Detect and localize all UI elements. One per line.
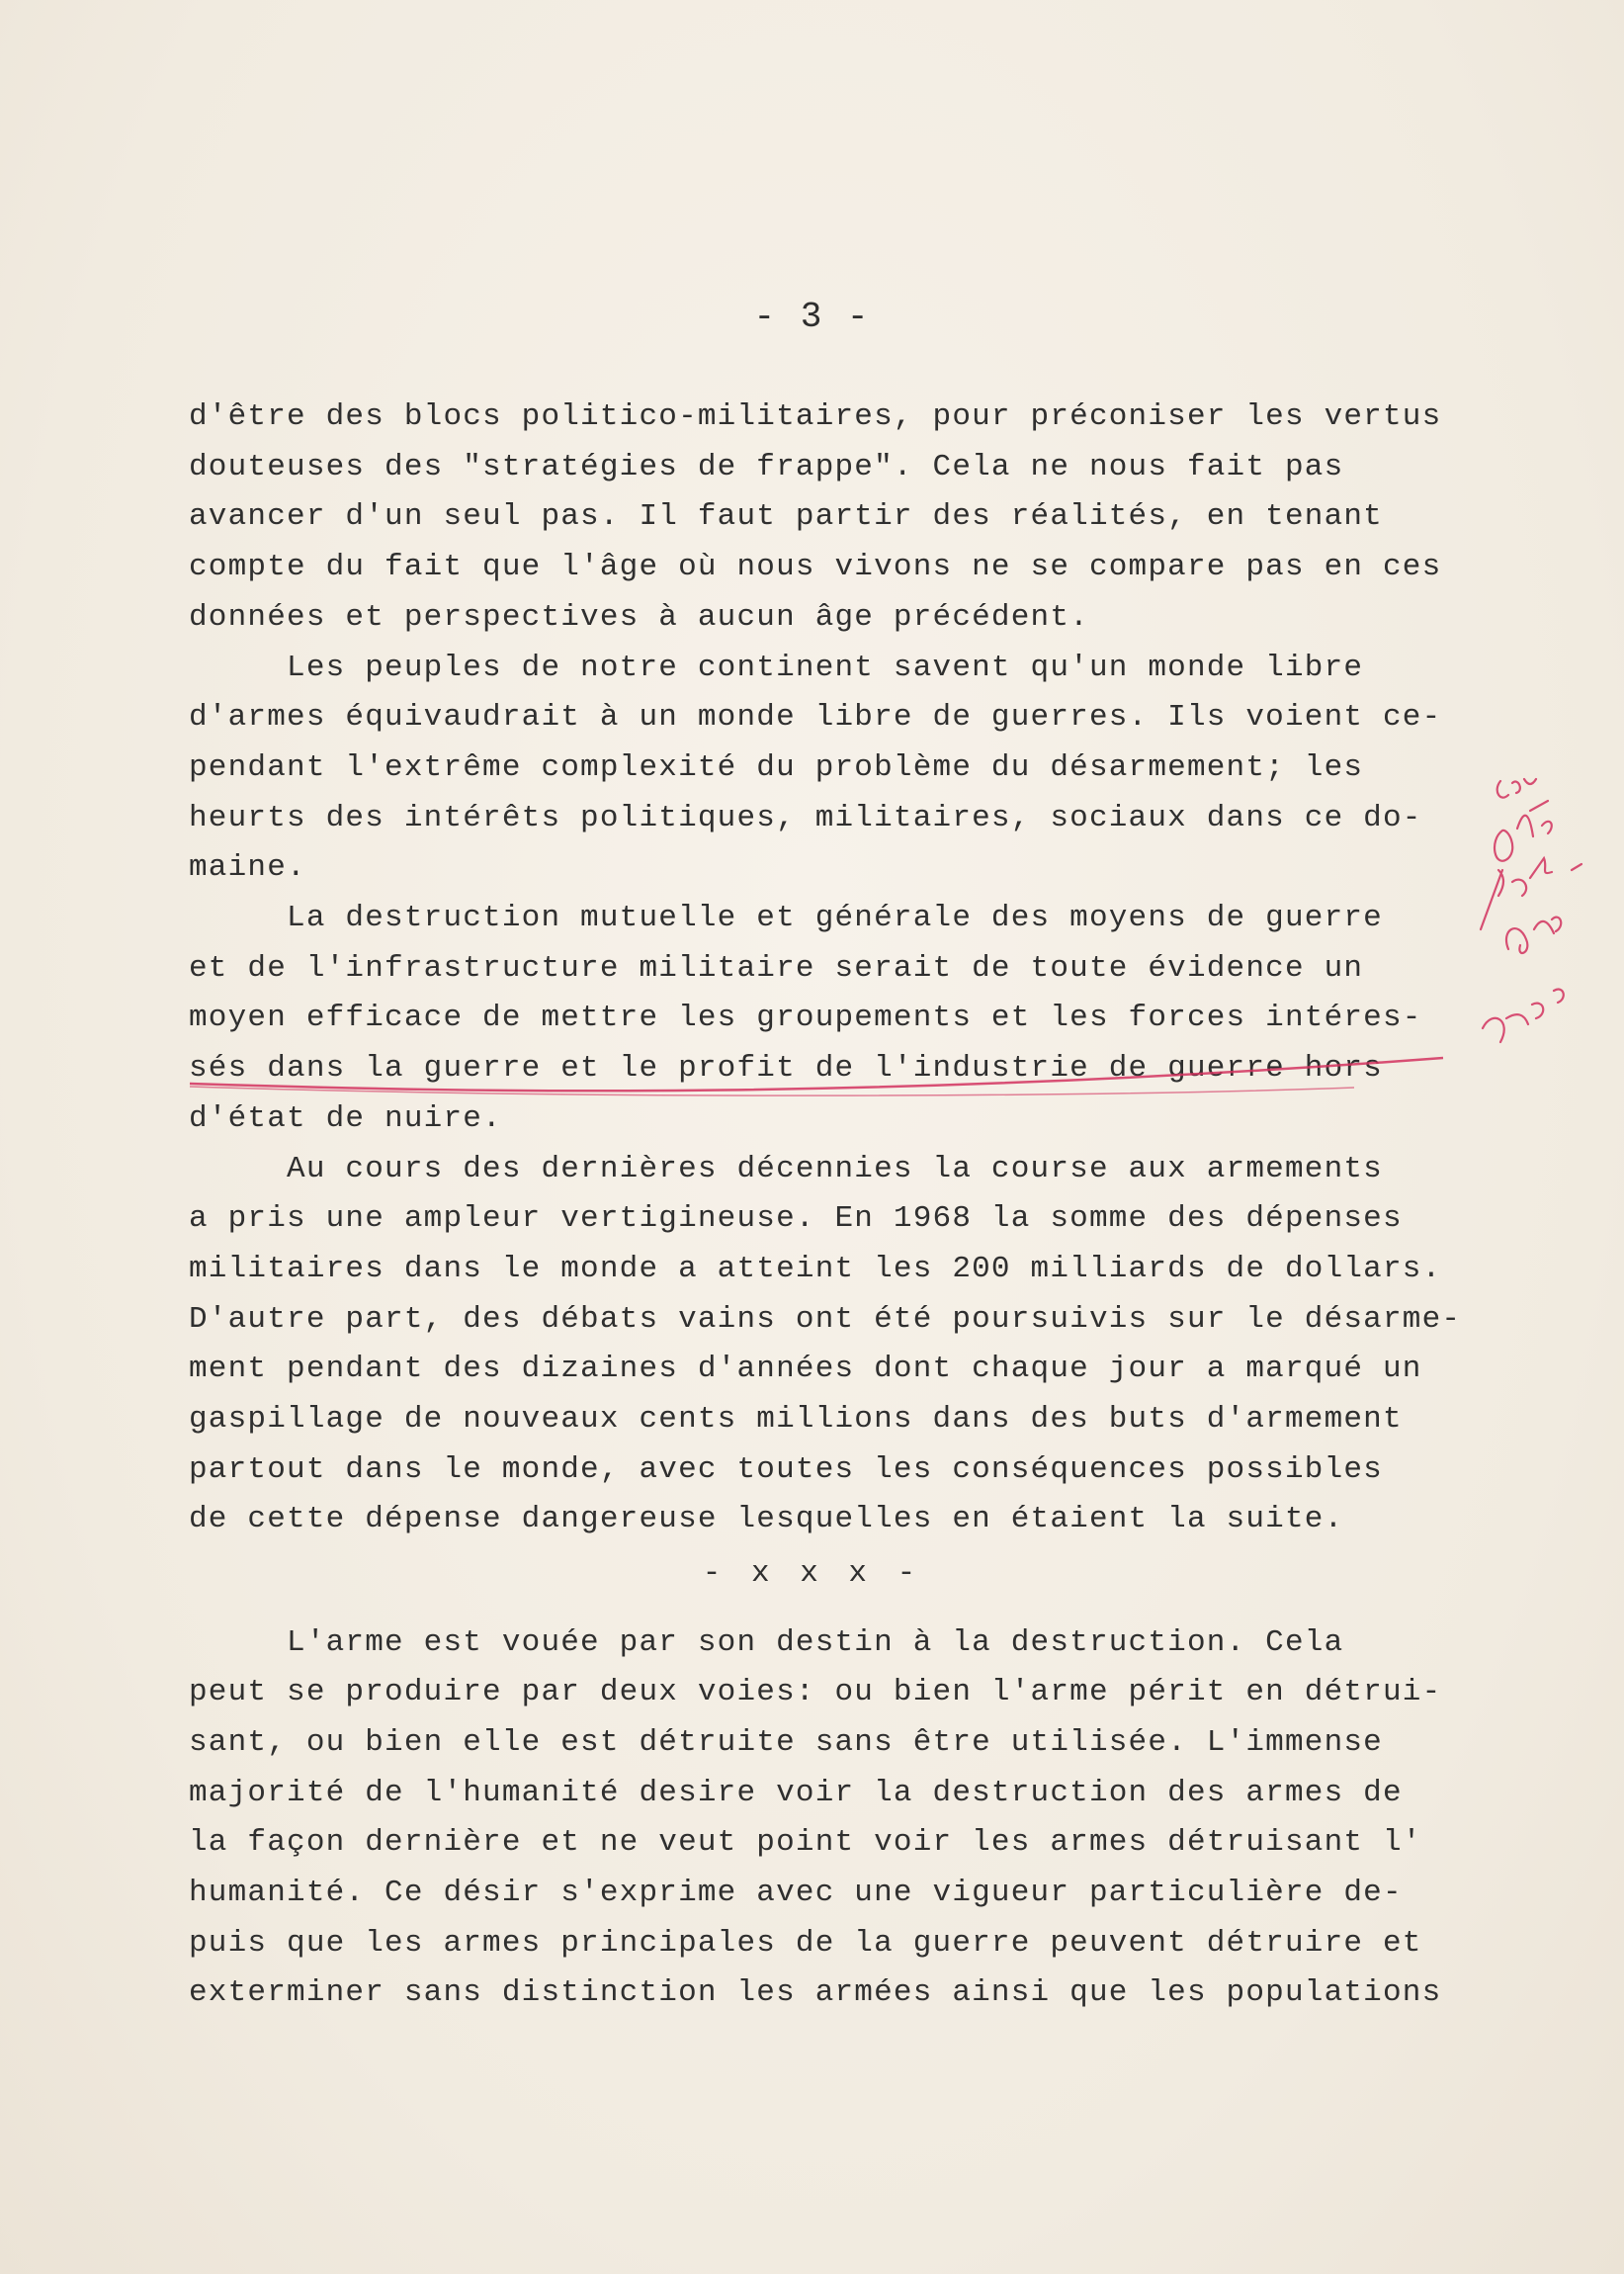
text-line: puis que les armes principales de la guerre peuvent détruire et: [189, 1926, 1422, 1961]
text-line: compte du fait que l'âge où nous vivons ne se compare pas en ces: [189, 550, 1442, 584]
text-line: avancer d'un seul pas. Il faut partir des réalités, en tenant: [189, 499, 1383, 534]
text-line: partout dans le monde, avec toutes les conséquences possibles: [189, 1452, 1383, 1487]
text-line: a pris une ampleur vertigineuse. En 1968 la somme des dépenses: [189, 1201, 1403, 1236]
text-line: d'être des blocs politico-militaires, pour préconiser les vertus: [189, 399, 1442, 434]
text-line: Les peuples de notre continent savent qu'un monde libre: [189, 651, 1364, 685]
text-line: peut se produire par deux voies: ou bien l'arme périt en détrui-: [189, 1675, 1442, 1709]
text-line: Au cours des dernières décennies la course aux armements: [189, 1152, 1383, 1186]
text-line: L'arme est vouée par son destin à la destruction. Cela: [189, 1625, 1344, 1660]
text-line: moyen efficace de mettre les groupements et les forces intéres-: [189, 1001, 1422, 1035]
text-line: sant, ou bien elle est détruite sans être utilisée. L'immense: [189, 1725, 1383, 1760]
section-separator: - x x x -: [702, 1556, 922, 1591]
text-line: exterminer sans distinction les armées ainsi que les populations: [189, 1975, 1442, 2010]
text-line: majorité de l'humanité desire voir la destruction des armes de: [189, 1776, 1403, 1810]
text-line: douteuses des "stratégies de frappe". Cela ne nous fait pas: [189, 450, 1344, 484]
page-number: - 3 -: [753, 297, 871, 337]
text-line: militaires dans le monde a atteint les 200 milliards de dollars.: [189, 1252, 1442, 1286]
text-line: la façon dernière et ne veut point voir les armes détruisant l': [189, 1825, 1422, 1860]
text-line: ment pendant des dizaines d'années dont chaque jour a marqué un: [189, 1352, 1422, 1386]
text-line: humanité. Ce désir s'exprime avec une vigueur particulière de-: [189, 1876, 1403, 1910]
text-line: d'armes équivaudrait à un monde libre de guerres. Ils voient ce-: [189, 700, 1442, 735]
text-line: La destruction mutuelle et générale des moyens de guerre: [189, 901, 1383, 935]
text-line: heurts des intérêts politiques, militaires, sociaux dans ce do-: [189, 801, 1422, 835]
text-line: d'état de nuire.: [189, 1101, 502, 1136]
handwritten-margin-note-icon: [1473, 771, 1621, 1097]
text-line: D'autre part, des débats vains ont été poursuivis sur le désarme-: [189, 1302, 1462, 1337]
text-line: pendant l'extrême complexité du problème du désarmement; les: [189, 750, 1364, 785]
text-line: gaspillage de nouveaux cents millions dans des buts d'armement: [189, 1402, 1403, 1437]
text-line: maine.: [189, 850, 306, 885]
text-line: et de l'infrastructure militaire serait de toute évidence un: [189, 951, 1364, 986]
text-line: sés dans la guerre et le profit de l'industrie de guerre hors: [189, 1051, 1383, 1086]
text-line: de cette dépense dangereuse lesquelles en étaient la suite.: [189, 1502, 1344, 1536]
text-line: données et perspectives à aucun âge précédent.: [189, 600, 1089, 635]
